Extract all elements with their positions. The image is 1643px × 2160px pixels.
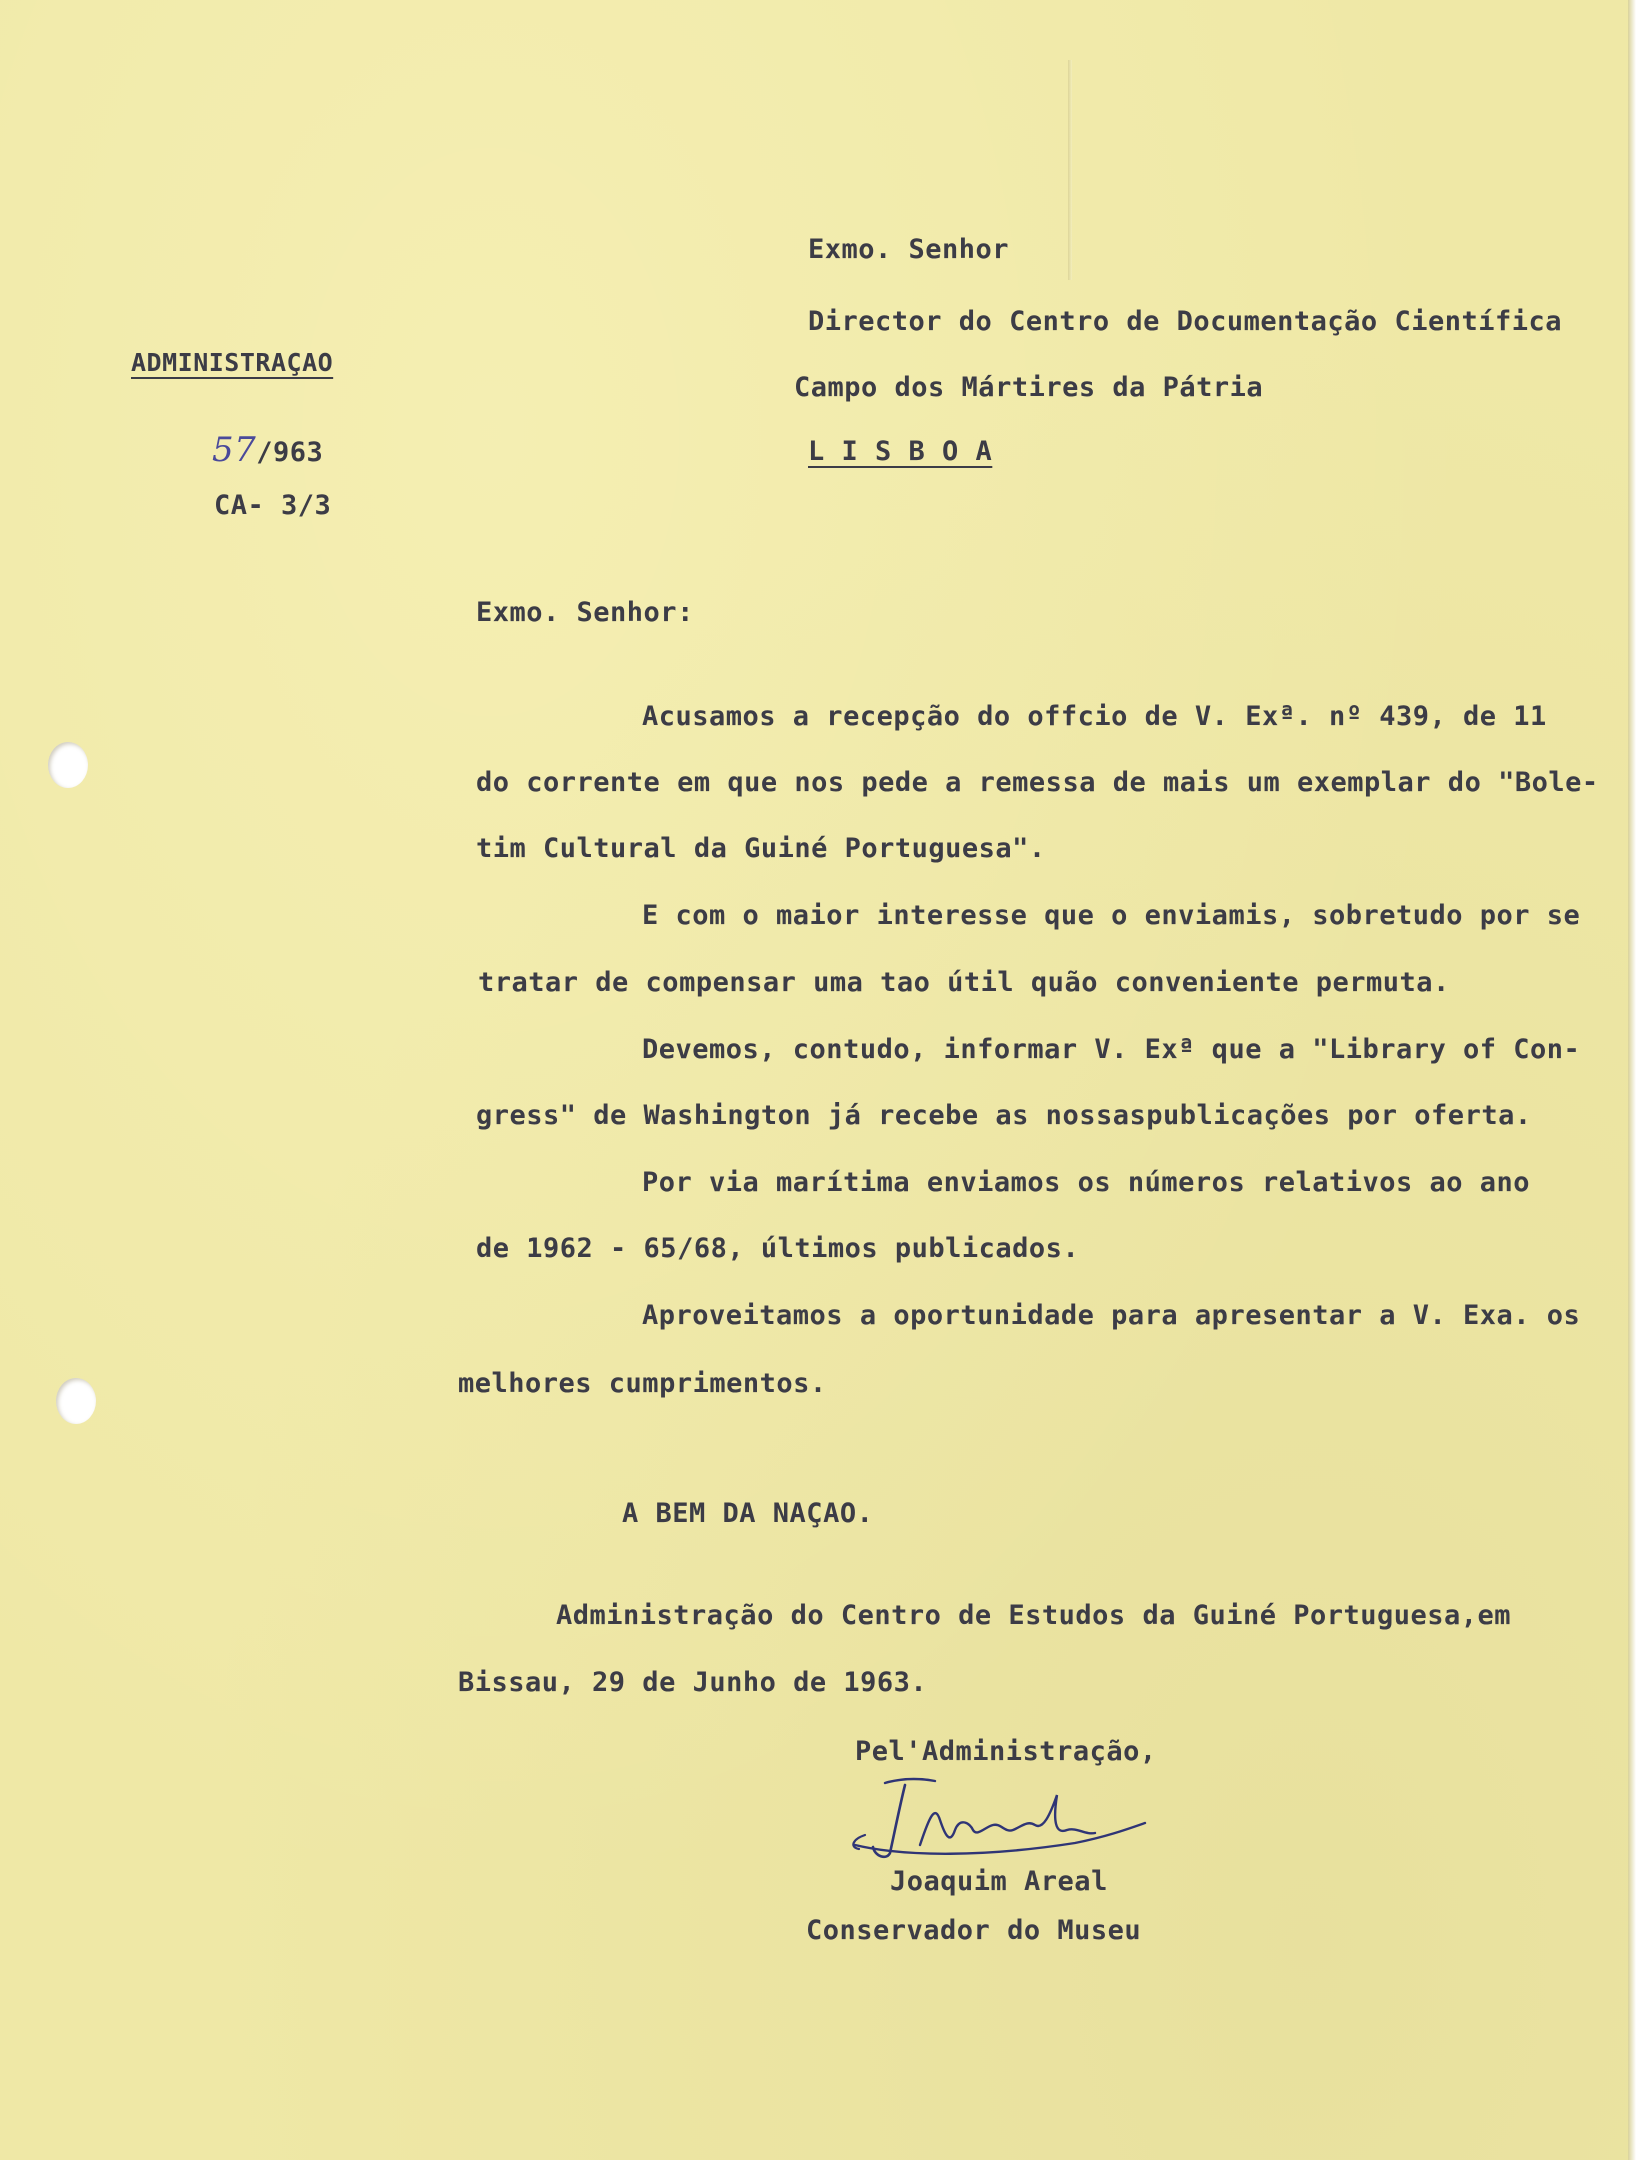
punch-hole-bottom bbox=[56, 1378, 96, 1424]
signer-title: Conservador do Museu bbox=[806, 1915, 1142, 1946]
body-line: tratar de compensar uma tao útil quão conveniente permuta. bbox=[478, 967, 1450, 998]
recipient-title: Exmo. Senhor bbox=[808, 234, 1010, 265]
handwritten-signature bbox=[845, 1775, 1165, 1865]
signer-name: Joaquim Areal bbox=[890, 1866, 1108, 1897]
body-line: E com o maior interesse que o enviamis, sobretudo por se bbox=[642, 900, 1581, 931]
reference-year: /963 bbox=[256, 437, 324, 468]
punch-hole-top bbox=[48, 742, 88, 788]
motto: A BEM DA NAÇAO. bbox=[622, 1498, 874, 1529]
paper-fold bbox=[1068, 60, 1072, 280]
reference-number bbox=[212, 430, 323, 470]
body-line: Aproveitamos a oportunidade para apresentar a V. Exa. os bbox=[642, 1300, 1581, 1331]
salutation: Exmo. Senhor: bbox=[476, 597, 694, 628]
paper-edge bbox=[1628, 0, 1636, 2160]
recipient-city: L I S B O A bbox=[808, 436, 993, 467]
body-line: Devemos, contudo, informar V. Exª que a "Library of Con- bbox=[642, 1034, 1581, 1065]
body-line: do corrente em que nos pede a remessa de mais um exemplar do "Bole- bbox=[476, 767, 1599, 798]
body-line: Acusamos a recepção do offcio de V. Exª. nº 439, de 11 bbox=[642, 701, 1547, 732]
sign-off: Pel'Administração, bbox=[855, 1736, 1157, 1767]
body-line: tim Cultural da Guiné Portuguesa". bbox=[476, 833, 1046, 864]
closing-line: Administração do Centro de Estudos da Guiné Portuguesa,em bbox=[556, 1600, 1512, 1631]
recipient-street: Campo dos Mártires da Pátria bbox=[794, 372, 1264, 403]
body-line: melhores cumprimentos. bbox=[458, 1368, 827, 1399]
closing-line: Bissau, 29 de Junho de 1963. bbox=[458, 1667, 928, 1698]
department-label: ADMINISTRAÇAO bbox=[131, 348, 334, 377]
reference-handwritten-number: 57 bbox=[212, 430, 257, 470]
body-line: Por via marítima enviamos os números relativos ao ano bbox=[642, 1167, 1531, 1198]
recipient-position: Director do Centro de Documentação Científica bbox=[808, 306, 1562, 337]
reference-code: CA- 3/3 bbox=[214, 490, 332, 521]
body-line: gress" de Washington já recebe as nossaspublicações por oferta. bbox=[476, 1100, 1532, 1131]
body-line: de 1962 - 65/68, últimos publicados. bbox=[476, 1233, 1080, 1264]
